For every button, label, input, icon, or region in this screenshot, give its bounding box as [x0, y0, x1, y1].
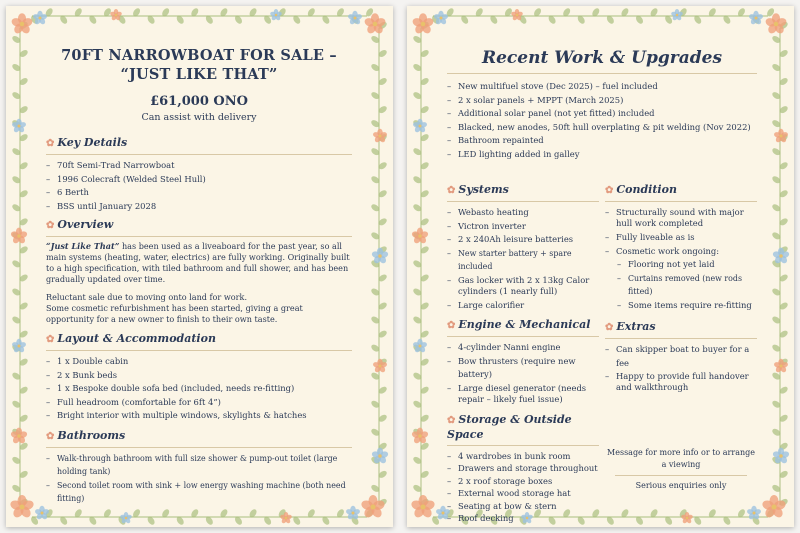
flower-icon: ✿: [46, 430, 55, 442]
overview-paragraph-2: Reluctant sale due to moving onto land for work. Some cosmetic refurbishment has been started, giving a great opportunity for a new owner to finish to their own taste.: [46, 292, 303, 324]
contact-block: [605, 447, 757, 492]
flower-icon: ✿: [46, 220, 55, 231]
divider: [605, 338, 757, 339]
layout-list: [46, 355, 352, 423]
list-item: – 4 wardrobes in bunk room: [447, 450, 599, 463]
flower-icon: [10, 13, 33, 35]
overview-paragraph-1: “Just Like That” has been used as a liveaboard for the past year, so all main systems (heating, water, electrics) are fully working. Originally built to a high specification, with tiled bathroom and full shower, and has been gradually updated over time.: [46, 241, 350, 284]
page-2-content: [447, 48, 757, 161]
list-item: – Bow thrusters (require new battery): [447, 355, 599, 382]
divider: [605, 201, 757, 202]
flower-icon: ✿: [605, 322, 614, 333]
flower-icon: ✿: [447, 320, 456, 331]
flower-icon: ✿: [447, 185, 456, 196]
bathrooms-section: [46, 429, 352, 506]
list-item: – External wood storage hat: [447, 487, 599, 500]
divider: [46, 447, 352, 448]
list-item: – Bright interior with multiple windows, skylights & hatches: [46, 409, 352, 423]
right-column: [605, 183, 757, 492]
divider: [615, 475, 747, 476]
storage-section: [447, 413, 599, 525]
flyer-page-1: [6, 6, 393, 527]
storage-list: [447, 450, 599, 525]
divider: [447, 73, 757, 74]
list-item: – Drawers and storage throughout: [447, 462, 599, 475]
list-item: – Cosmetic work ongoing:: [605, 245, 757, 259]
list-item: – Second toilet room with sink + low energy washing machine (both need fitting): [46, 479, 352, 506]
list-item: – Webasto heating: [447, 206, 599, 220]
list-item: – 2 x Bunk beds: [46, 369, 352, 383]
list-item: – New starter battery + spare included: [447, 247, 599, 274]
condition-section: [605, 183, 757, 312]
list-item: – Large calorifier: [447, 299, 599, 313]
list-item: – Structurally sound with major hull work completed: [605, 206, 757, 231]
list-item: – Roof decking: [447, 512, 599, 525]
overview-section: [46, 218, 352, 325]
condition-list: [605, 206, 757, 312]
flower-icon: [10, 228, 28, 245]
list-item: – 2 x 240Ah leisure batteries: [447, 233, 599, 247]
section-heading: ✿ Overview: [46, 218, 114, 231]
flower-icon: [411, 228, 429, 245]
section-heading: ✿ Extras: [605, 320, 656, 333]
divider: [447, 201, 599, 202]
flower-icon: [411, 13, 434, 35]
bathrooms-list: [46, 452, 352, 506]
price-note: Can assist with delivery: [141, 112, 257, 123]
key-details-list: [46, 159, 352, 213]
list-item: – Large diesel generator (needs repair – likely fuel issue): [447, 382, 599, 407]
list-item: – Seating at bow & stern: [447, 500, 599, 513]
upgrades-list: [447, 80, 757, 161]
list-item: – Can skipper boat to buyer for a fee: [605, 343, 757, 370]
list-item: – Full headroom (comfortable for 6ft 4”): [46, 396, 352, 410]
list-item: – 1996 Colecraft (Welded Steel Hull): [46, 173, 352, 187]
flower-icon: ✿: [447, 414, 456, 426]
engine-list: [447, 341, 599, 407]
divider: [447, 336, 599, 337]
flyer-page-2: [407, 6, 794, 527]
flower-icon: [9, 495, 35, 519]
list-item: – 2 x roof storage boxes: [447, 475, 599, 488]
flower-icon: [761, 495, 787, 519]
flower-icon: [410, 495, 436, 519]
systems-list: [447, 206, 599, 312]
page-title: Recent Work & Upgrades: [481, 48, 723, 68]
list-item: – New multifuel stove (Dec 2025) – fuel included: [447, 80, 757, 94]
list-item: – 4-cylinder Nanni engine: [447, 341, 599, 355]
divider: [46, 236, 352, 237]
title-line-1: 70FT NARROWBOAT FOR SALE –: [61, 47, 337, 64]
section-heading: ✿ Systems: [447, 183, 509, 196]
systems-section: [447, 183, 599, 312]
divider: [447, 445, 599, 446]
flower-icon: ✿: [605, 185, 614, 196]
list-item: – 2 x solar panels + MPPT (March 2025): [447, 94, 757, 108]
section-heading: ✿ Engine & Mechanical: [447, 318, 591, 331]
flower-icon: [34, 506, 49, 521]
page-title: [46, 46, 352, 84]
list-item: – Additional solar panel (not yet fitted) included: [447, 107, 757, 121]
sub-list-item: – Flooring not yet laid: [605, 258, 757, 272]
list-item: – Walk-through bathroom with full size shower & pump-out toilet (large holding tank): [46, 452, 352, 479]
page-1-content: [46, 46, 352, 506]
section-heading: ✿ Condition: [605, 183, 677, 196]
serious-note: Serious enquiries only: [635, 481, 727, 490]
flower-icon: [360, 495, 386, 519]
section-heading: ✿ Layout & Accommodation: [46, 332, 216, 345]
layout-section: [46, 332, 352, 423]
sub-list-item: – Some items require re-fitting: [605, 299, 757, 313]
list-item: – Happy to provide full handover and walkthrough: [605, 370, 757, 395]
divider: [46, 154, 352, 155]
list-item: – 1 x Double cabin: [46, 355, 352, 369]
divider: [46, 350, 352, 351]
engine-section: [447, 318, 599, 407]
price: £61,000 ONO: [150, 94, 248, 109]
flower-icon: ✿: [46, 334, 55, 345]
key-details-section: [46, 136, 352, 213]
contact-note: Message for more info or to arrange a viewing: [607, 448, 755, 469]
list-item: – 1 x Bespoke double sofa bed (included, needs re-fitting): [46, 382, 352, 396]
list-item: – 70ft Semi-Trad Narrowboat: [46, 159, 352, 173]
flower-icon: [372, 129, 387, 144]
list-item: – Bathroom repainted: [447, 134, 757, 148]
extras-section: [605, 320, 757, 395]
flower-icon: ✿: [46, 138, 55, 149]
list-item: – Fully liveable as is: [605, 231, 757, 245]
boat-name: “Just Like That”: [46, 241, 120, 251]
section-heading: ✿ Key Details: [46, 136, 128, 149]
list-item: – BSS until January 2028: [46, 200, 352, 214]
extras-list: [605, 343, 757, 395]
list-item: – Gas locker with 2 x 13kg Calor cylinders (1 nearly full): [447, 274, 599, 299]
list-item: – 6 Berth: [46, 186, 352, 200]
sub-list-item: – Curtains removed (new rods fitted): [605, 272, 757, 299]
left-column: [447, 183, 599, 525]
list-item: – Blacked, new anodes, 50ft hull overplating & pit welding (Nov 2022): [447, 121, 757, 135]
section-heading: ✿ Storage & Outside Space: [447, 412, 572, 441]
list-item: – Victron inverter: [447, 220, 599, 234]
list-item: – LED lighting added in galley: [447, 148, 757, 162]
section-heading: ✿ Bathrooms: [46, 428, 126, 442]
flower-icon: [773, 129, 788, 144]
title-line-2: “JUST LIKE THAT”: [120, 66, 278, 83]
